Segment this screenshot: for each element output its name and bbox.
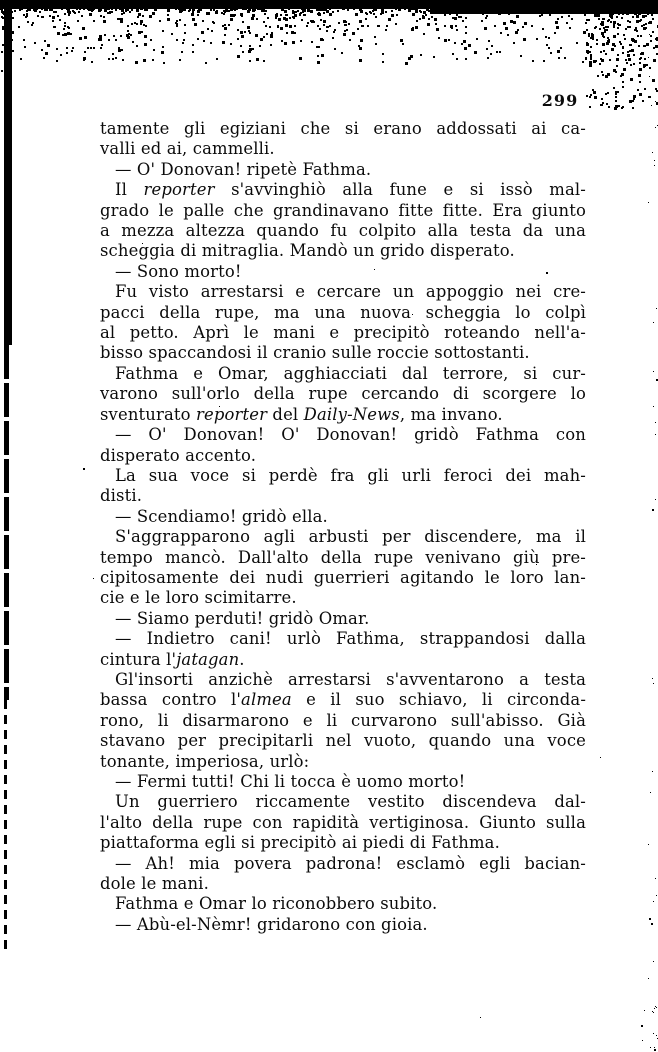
text-line <box>100 588 586 608</box>
text-segment: l'alto della rupe con rapidità vertiginosa. Giunto sulla <box>100 812 586 832</box>
text-segment: e il suo schiavo, li circonda- <box>291 690 587 710</box>
text-segment: a mezza altezza quando fu colpito alla testa da una <box>100 221 586 241</box>
text-line <box>100 119 586 139</box>
scan-binding-bar-thin <box>4 700 7 950</box>
italic-text-segment: Daily-News <box>303 404 400 424</box>
text-segment: Fu visto arrestarsi e cercare un appoggio nei cre- <box>115 282 586 302</box>
text-segment: piattaforma egli si precipitò ai piedi di Fathma. <box>100 833 500 853</box>
text-segment: tamente gli egiziani che si erano addossati ai ca- <box>100 119 586 138</box>
body-text <box>100 119 586 935</box>
text-line <box>100 609 586 629</box>
text-line <box>100 711 586 731</box>
text-segment: cie e le loro scimitarre. <box>100 588 297 608</box>
text-line <box>100 384 586 404</box>
text-segment: cipitosamente dei nudi guerrieri agitando le loro lan- <box>100 567 586 587</box>
text-segment: — Scendiamo! gridò ella. <box>115 506 328 526</box>
text-line <box>100 670 586 690</box>
text-segment: sventurato <box>100 404 196 424</box>
text-segment: tempo mancò. Dall'alto della rupe venivano giù pre- <box>100 547 586 567</box>
text-segment: — Fermi tutti! Chi li tocca è uomo morto! <box>115 772 466 791</box>
text-segment: cintura l' <box>100 649 177 669</box>
text-line <box>100 139 586 159</box>
italic-text-segment: reporter <box>196 404 268 424</box>
text-line <box>100 874 586 894</box>
text-line <box>100 527 586 547</box>
text-line <box>100 201 586 221</box>
text-segment: rono, li disarmarono e li curvarono sull'abisso. Già <box>100 710 586 730</box>
text-segment: disti. <box>100 486 143 506</box>
text-segment: dole le mani. <box>100 874 209 894</box>
text-segment: stavano per precipitarli nel vuoto, quando una voce <box>100 731 586 751</box>
text-line <box>100 813 586 833</box>
text-line <box>100 629 586 649</box>
text-line <box>100 160 586 180</box>
text-segment: Il <box>115 180 144 200</box>
text-line <box>100 752 586 772</box>
text-line <box>100 466 586 486</box>
text-line <box>100 690 586 710</box>
text-line <box>100 650 586 670</box>
text-line <box>100 833 586 853</box>
text-segment: — O' Donovan! O' Donovan! gridò Fathma con <box>115 425 586 445</box>
text-line <box>100 343 586 363</box>
text-segment: varono sull'orlo della rupe cercando di scorgere lo <box>100 384 586 404</box>
text-line <box>100 282 586 302</box>
text-line <box>100 772 586 792</box>
text-segment: disperato accento. <box>100 445 257 465</box>
text-line <box>100 548 586 568</box>
scan-binding-bar-mid <box>4 345 9 700</box>
text-segment: al petto. Aprì le mani e precipitò roteando nell'a- <box>100 323 586 343</box>
text-line <box>100 405 586 425</box>
text-segment: — Ah! mia povera padrona! esclamò egli bacian- <box>115 853 586 873</box>
text-segment: — Indietro cani! urlò Fathma, strappandosi dalla <box>115 629 586 649</box>
text-segment: — Abù-el-Nèmr! gridarono con gioia. <box>115 914 428 934</box>
text-line <box>100 507 586 527</box>
text-segment: — Sono morto! <box>115 261 242 281</box>
text-segment: bassa contro l' <box>100 690 242 710</box>
text-line <box>100 364 586 384</box>
text-segment: — O' Donovan! ripetè Fathma. <box>115 159 372 179</box>
text-line <box>100 568 586 588</box>
text-segment: valli ed ai, cammelli. <box>100 139 275 159</box>
text-segment: , ma invano. <box>399 404 503 424</box>
text-line <box>100 854 586 874</box>
text-segment: Gl'insorti anzichè arrestarsi s'avventarono a testa <box>115 669 586 689</box>
text-line <box>100 792 586 812</box>
text-segment: . <box>239 649 245 669</box>
text-line <box>100 731 586 751</box>
italic-text-segment: almea <box>241 690 292 710</box>
text-segment: pacci della rupe, ma una nuova scheggia lo colpì <box>100 302 586 322</box>
text-line <box>100 446 586 466</box>
text-segment: Un guerriero riccamente vestito discendeva dal- <box>115 792 586 812</box>
text-line <box>100 425 586 445</box>
text-segment: s'avvinghiò alla fune e si issò mal- <box>214 180 586 200</box>
text-line <box>100 180 586 200</box>
text-segment: Fathma e Omar lo riconobbero subito. <box>115 894 438 914</box>
text-line <box>100 323 586 343</box>
text-segment: bisso spaccandosi il cranio sulle roccie sottostanti. <box>100 343 530 363</box>
text-segment: S'aggrapparono agli arbusti per discendere, ma il <box>115 527 586 547</box>
text-line <box>100 894 586 914</box>
scan-binding-bar <box>4 0 12 345</box>
text-line <box>100 221 586 241</box>
text-line <box>100 241 586 261</box>
text-segment: tonante, imperiosa, urlò: <box>100 751 310 771</box>
text-line <box>100 915 586 935</box>
text-segment: Fathma e Omar, agghiacciati dal terrore, si cur- <box>115 363 586 383</box>
text-segment: La sua voce si perdè fra gli urli feroci dei mah- <box>115 465 586 485</box>
text-segment: — Siamo perduti! gridò Omar. <box>115 608 370 628</box>
italic-text-segment: jatagan <box>176 649 240 669</box>
text-line <box>100 486 586 506</box>
text-line <box>100 303 586 323</box>
text-segment: grado le palle che grandinavano fitte fitte. Era giunto <box>100 200 586 220</box>
italic-text-segment: reporter <box>143 180 215 200</box>
text-segment: scheggia di mitraglia. Mandò un grido disperato. <box>100 241 515 261</box>
text-segment: del <box>267 404 304 424</box>
text-line <box>100 262 586 282</box>
page-number: 299 <box>541 91 579 110</box>
